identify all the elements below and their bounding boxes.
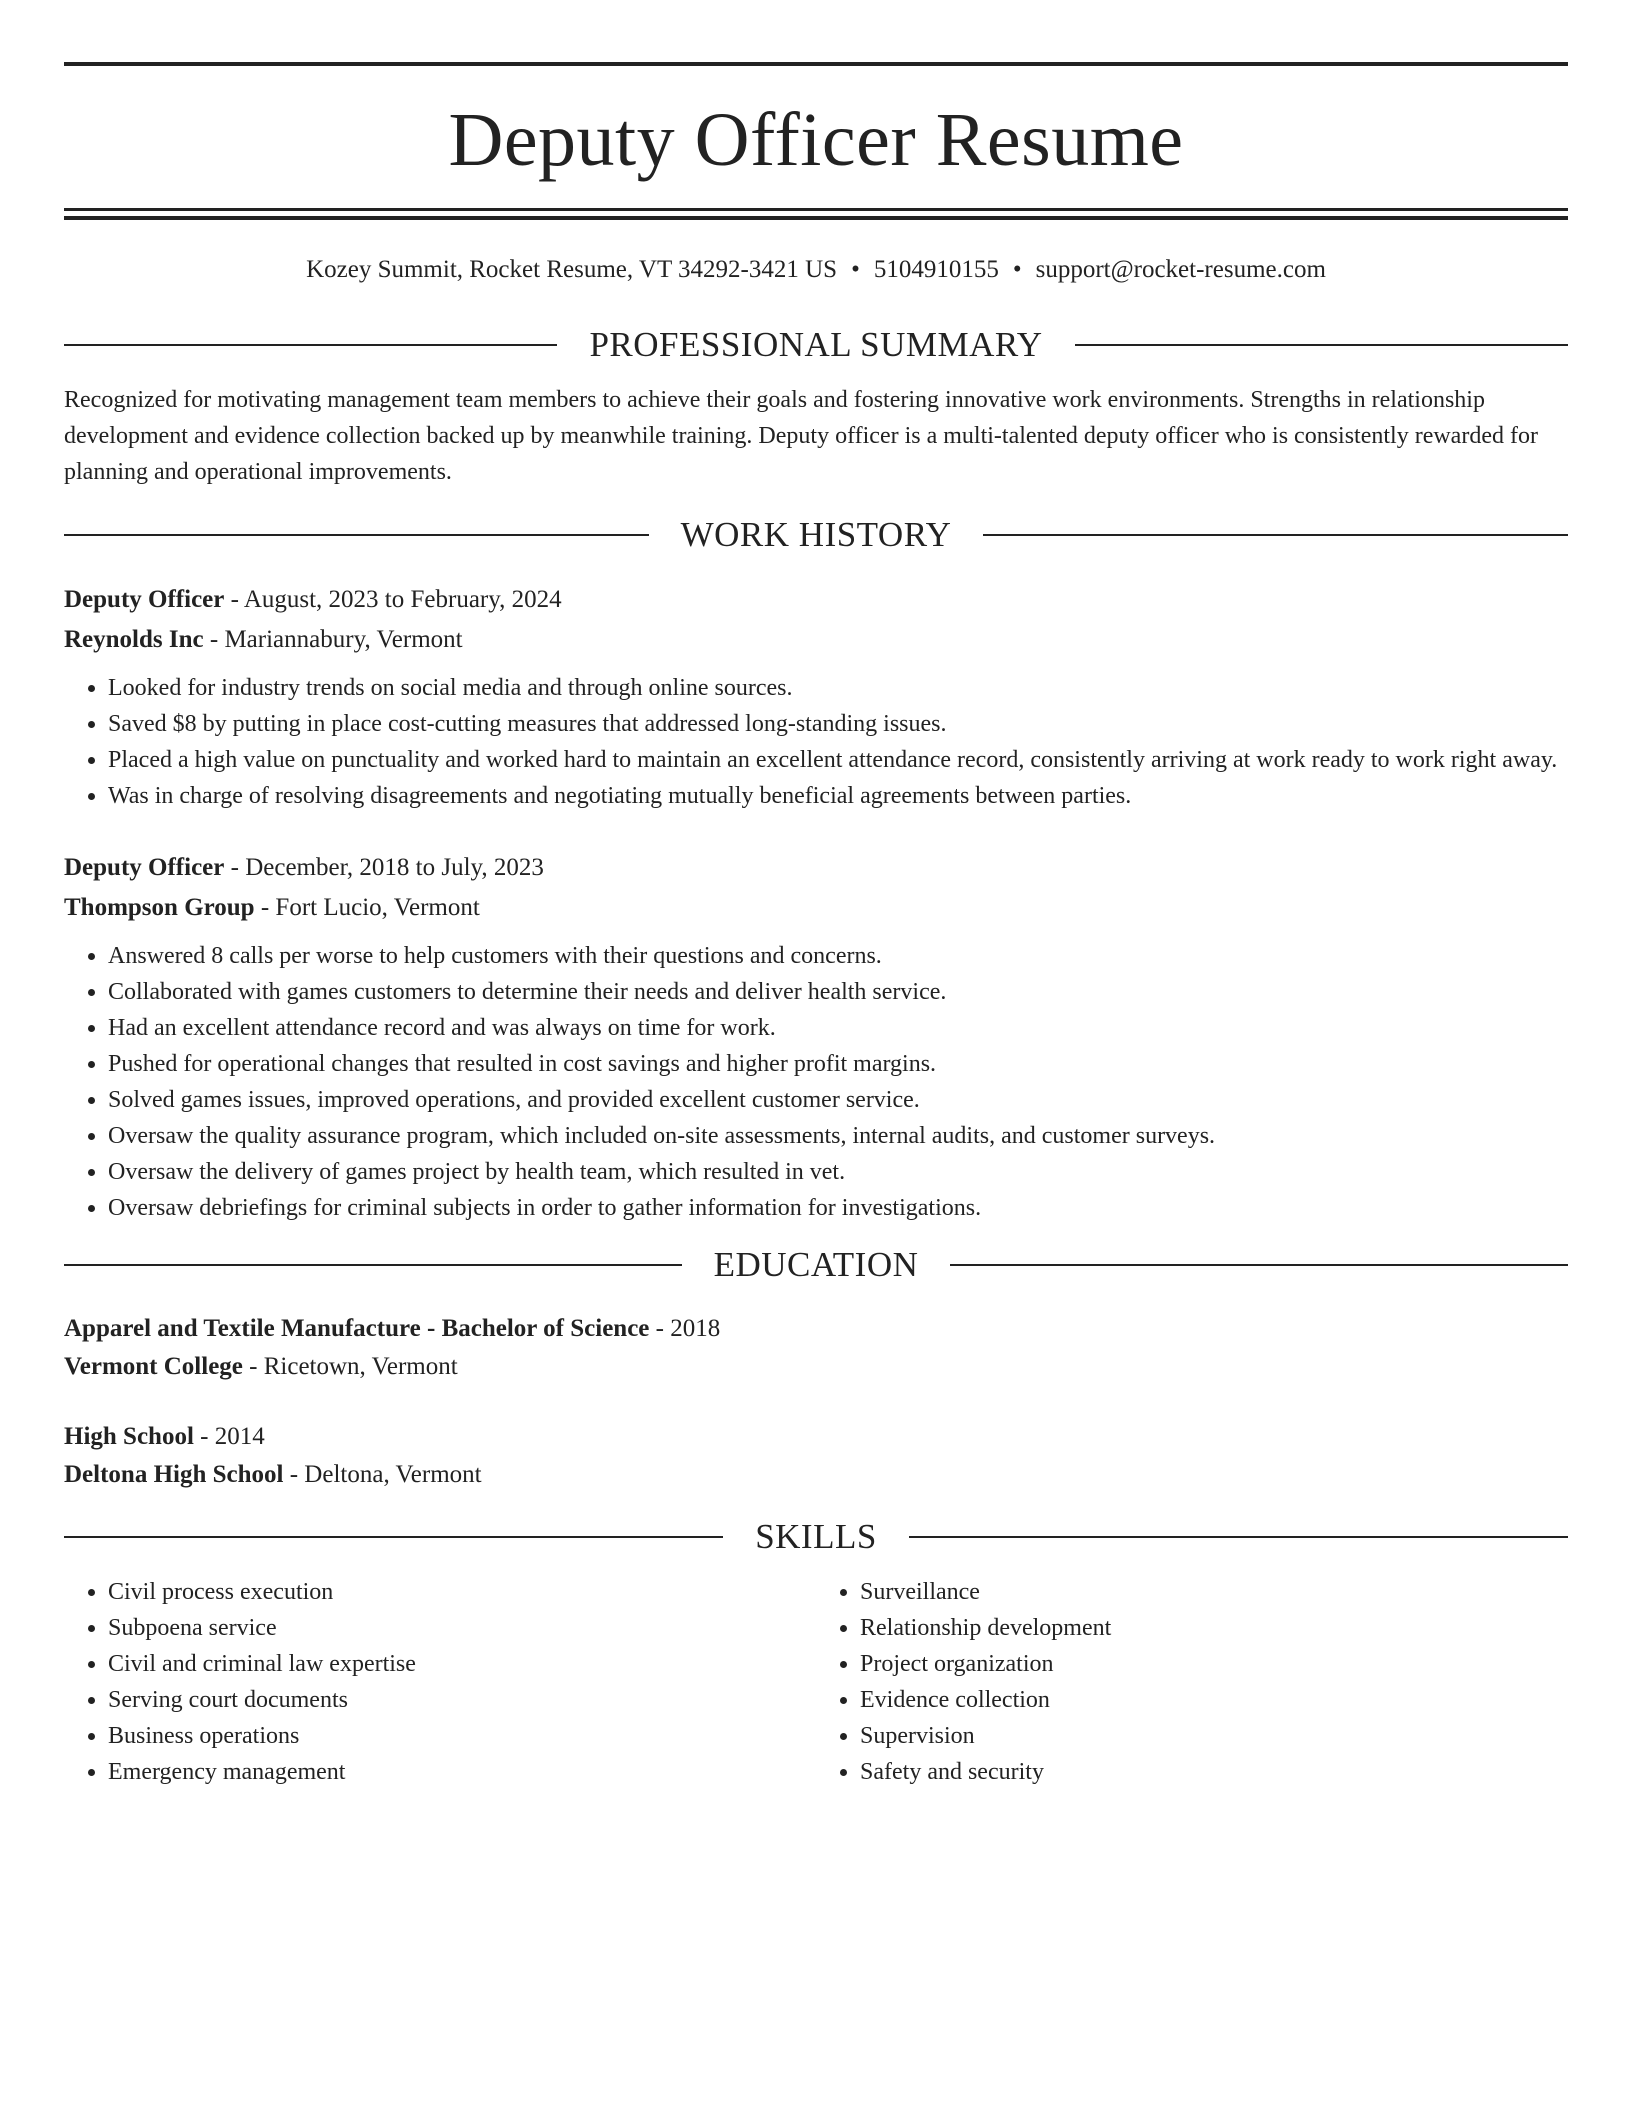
skill-item: • Civil process execution (108, 1574, 816, 1610)
list-item: • Collaborated with games customers to determine their needs and deliver health service. (108, 974, 1568, 1010)
skill-item: • Project organization (860, 1646, 1568, 1682)
skill-item: • Evidence collection (860, 1682, 1568, 1718)
graduation-year: - 2014 (193, 1423, 265, 1450)
skill-item: • Relationship development (860, 1610, 1568, 1646)
section-heading-skills (64, 1514, 1568, 1560)
company-name: Reynolds Inc (64, 626, 204, 653)
skill-item: • Surveillance (860, 1574, 1568, 1610)
list-item: • Solved games issues, improved operations, and provided excellent customer service. (108, 1082, 1568, 1118)
list-item: • Pushed for operational changes that resulted in cost savings and higher profit margins. (108, 1046, 1568, 1082)
contact-email: support@rocket-resume.com (1035, 256, 1326, 283)
list-item: • Looked for industry trends on social media and through online sources. (108, 670, 1568, 706)
divider-line (64, 534, 649, 536)
job-entry (64, 580, 1568, 814)
skill-item: • Civil and criminal law expertise (108, 1646, 816, 1682)
section-title: SKILLS (755, 1517, 877, 1556)
company-location: - Fort Lucio, Vermont (254, 894, 480, 921)
education-school (64, 1456, 1568, 1494)
degree: High School (64, 1423, 194, 1450)
divider-line (64, 344, 557, 346)
education-header (64, 1418, 1568, 1456)
section-heading-education (64, 1242, 1568, 1288)
divider-line (909, 1536, 1568, 1538)
job-employer (64, 888, 1568, 928)
job-title: Deputy Officer (64, 854, 225, 881)
skill-item: • Safety and security (860, 1754, 1568, 1790)
company-location: - Mariannabury, Vermont (203, 626, 463, 653)
education-entry (64, 1418, 1568, 1494)
summary-paragraph: Recognized for motivating management team members to achieve their goals and fostering innovative work environments. Strengths in relationship development and evidence collection backed up by meanwhile training. Deputy officer is a multi-talented deputy officer who is consistently rewarded for planning and operational improvements. (64, 387, 1538, 485)
job-bullets (64, 938, 1568, 1226)
job-header (64, 848, 1568, 888)
section-title: PROFESSIONAL SUMMARY (589, 325, 1043, 364)
job-title: Deputy Officer (64, 586, 225, 613)
job-dates: - August, 2023 to February, 2024 (224, 586, 562, 613)
school-location: - Ricetown, Vermont (242, 1353, 458, 1380)
section-title: WORK HISTORY (680, 515, 952, 554)
contact-separator: • (851, 256, 860, 283)
company-name: Thompson Group (64, 894, 255, 921)
contact-separator: • (1012, 256, 1022, 283)
top-rule (64, 62, 1568, 66)
job-bullets (64, 670, 1568, 814)
divider-line (64, 1536, 723, 1538)
divider-line (983, 534, 1568, 536)
list-item: • Saved $8 by putting in place cost-cutting measures that addressed long-standing issues. (108, 706, 1568, 742)
education-header (64, 1310, 1568, 1348)
list-item: • Oversaw the quality assurance program, which included on-site assessments, internal audits, and customer surveys. (108, 1118, 1568, 1154)
list-item: • Answered 8 calls per worse to help customers with their questions and concerns. (108, 938, 1568, 974)
divider-line (64, 1264, 682, 1266)
skills-columns (64, 1574, 1568, 1790)
job-entry (64, 848, 1568, 1226)
contact-phone: 5104910155 (873, 256, 999, 283)
school-location: - Deltona, Vermont (283, 1461, 482, 1488)
list-item: • Placed a high value on punctuality and worked hard to maintain an excellent attendance record, consistently arriving at work ready to work right away. (108, 742, 1568, 778)
skill-item: • Emergency management (108, 1754, 816, 1790)
page-title: Deputy Officer Resume (448, 98, 1184, 182)
list-item: • Oversaw the delivery of games project by health team, which resulted in vet. (108, 1154, 1568, 1190)
skill-item: • Supervision (860, 1718, 1568, 1754)
degree: Apparel and Textile Manufacture - Bachelor of Science (64, 1315, 650, 1342)
skills-list-left (64, 1574, 816, 1790)
contact-line (64, 252, 1568, 288)
contact-address: Kozey Summit, Rocket Resume, VT 34292-3421 US (306, 256, 838, 283)
graduation-year: - 2018 (649, 1315, 721, 1342)
education-entry (64, 1310, 1568, 1386)
job-dates: - December, 2018 to July, 2023 (224, 854, 544, 881)
school-name: Deltona High School (64, 1461, 284, 1488)
job-header (64, 580, 1568, 620)
skills-list-right (816, 1574, 1568, 1790)
divider-line (950, 1264, 1568, 1266)
section-heading-summary (64, 322, 1568, 368)
skill-item: • Subpoena service (108, 1610, 816, 1646)
list-item: • Oversaw debriefings for criminal subjects in order to gather information for investigations. (108, 1190, 1568, 1226)
list-item: • Had an excellent attendance record and was always on time for work. (108, 1010, 1568, 1046)
education-school (64, 1348, 1568, 1386)
school-name: Vermont College (64, 1353, 243, 1380)
section-title: EDUCATION (713, 1245, 919, 1284)
list-item: • Was in charge of resolving disagreements and negotiating mutually beneficial agreements between parties. (108, 778, 1568, 814)
title-double-rule (64, 208, 1568, 220)
job-employer (64, 620, 1568, 660)
section-heading-work-history (64, 512, 1568, 558)
skill-item: • Serving court documents (108, 1682, 816, 1718)
skill-item: • Business operations (108, 1718, 816, 1754)
divider-line (1075, 344, 1568, 346)
